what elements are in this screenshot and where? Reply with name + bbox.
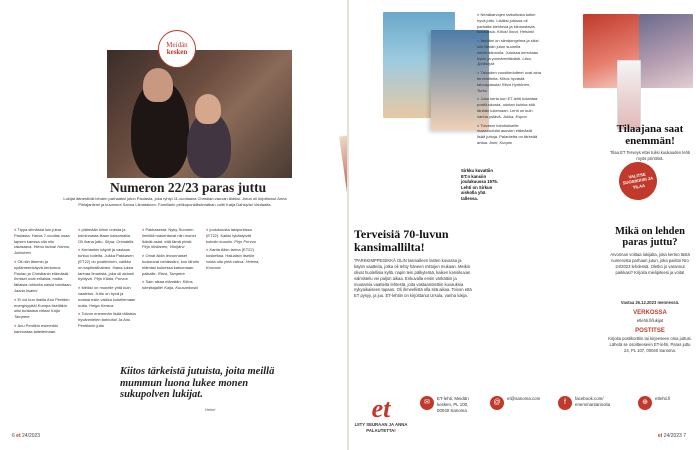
right-page: [349, 0, 696, 450]
letter-signature: Kaija Tampere: [14, 308, 60, 320]
subscribe-title: Tilaajana saat enemmän!: [616, 123, 684, 147]
at-icon: @: [490, 396, 504, 410]
brand: et: [657, 433, 663, 439]
letter-text: Joka kerta kun ET-lehti kolahtaa postiluukusta, odotan kuinka sitä tänään lukemaan. Lehti on kuin vanha ystävä.: [477, 96, 538, 119]
letter-signature: Ritva, Tampere: [157, 270, 185, 276]
globe-icon: ⊕: [638, 396, 652, 410]
footer-facebook[interactable]: [558, 396, 628, 410]
bullet-icon: ×: [477, 122, 481, 128]
letter-text: Karita Aikin tarina (ET22) koskettaa. Haluaisin itsekin voida olla yhtä vahva.: [206, 247, 255, 264]
letter-text: Itselläni on silmäongelma ja siksi luin tämän jutun suurella mielenkiinnolla. Jutuissa kerrotaan hyvin ja ymmärrettävästi.: [477, 38, 539, 61]
right-letters-col: [477, 12, 541, 149]
issue: 24/2023: [22, 433, 41, 439]
email-text: et@sanoma.com: [507, 396, 541, 401]
bullet-icon: ×: [142, 227, 146, 232]
letter-text: Ei voi kun ihailla Anu Pentikin energisyyttä! Kumpa itselläkin olisi tuollaista virtaa!: [14, 296, 70, 314]
badge-line2: kesken: [166, 48, 188, 56]
facebook-icon: f: [558, 396, 572, 410]
letter-text: Anu Pentikin esimerkki kannustaa taiteilemaan.: [14, 322, 58, 334]
letter-item: [14, 323, 72, 335]
letter-item: [14, 259, 72, 294]
letter-text: Talouden vuositiedotteet ovat aina tervetulleita. Kiitos hyvästä talousjutusta!: [477, 70, 541, 87]
letter-signature: Anni, Kuopio: [489, 139, 512, 145]
pull-quote: Kiitos tärkeistä jutuista, joita meillä mummun luona lukee monen sukupolven lukijat.: [120, 366, 275, 401]
letter-text: joulukuusta lasipurkissa (ET22). Kaikki tykästyivät kolmiin kuusiin.: [206, 227, 252, 244]
bullet-icon: ×: [78, 285, 82, 291]
postitse-label: POSTITSE: [635, 328, 665, 334]
badge-line1: Meidän: [166, 41, 188, 49]
letter-text: Nenäkarvojen tarkoitusta tutkin hyvä juttu. Lisäksi jutussa oli parhaita kiehtovia ja kiinnostavia kuvauksia. Kiitos!: [477, 12, 536, 35]
product-bottle: [617, 60, 641, 130]
letter-signature: Kaija, Kuusankoski: [164, 285, 199, 291]
letter-item: [78, 285, 136, 308]
letter-signature: Pirjo Mollanen, Viinijärvi: [142, 244, 185, 250]
letter-text: Toivon enemmän lisää tällaisia hyvänmielen tarinoita! Ja Anu Pentikinin juttu: [78, 311, 136, 328]
letters-col-4: [206, 227, 264, 338]
postitse-body: Kirjoita postikorttiin tai kirjeeseen oma juttusi. Lähetä se osoitteeseen ET-lehti, Paras juttu 24, PL 107, 00040 Sanoma.: [608, 336, 692, 353]
page-number: 6: [12, 433, 15, 439]
poll-title: Mikä on lehden paras juttu?: [614, 226, 685, 249]
letter-item: [477, 96, 541, 119]
stamp-text: VALITSE SUOSIKKISI JA TILAA: [622, 171, 654, 190]
bullet-icon: ×: [206, 247, 210, 253]
pull-quote-signature: Helmi: [205, 407, 216, 412]
sidebar-caption: Sirkku kuvattiin ET:n kansiin joulukuussa 1975. Lehti on Sirkun aiskolla yhä tallessa.: [461, 168, 499, 201]
letters-col-3: [142, 227, 200, 338]
page-number: 7: [683, 433, 686, 439]
letter-item: [477, 12, 541, 35]
letter-text: Pakkasesta. Nyky-Suomen ilmiöitä masentavat niin monet ikävät asiat, että tämä piristi.: [142, 227, 196, 244]
letter-text: Meikki on monelle yhtä kuin vaatetus. Juttu on hyvä ja nostaa esiin vaikka kokeilemaan uutta.: [78, 285, 136, 308]
mail-icon: ✉: [420, 396, 434, 410]
letter-signature: Helena, Kouvola: [206, 258, 260, 270]
contact-footer: [352, 394, 690, 433]
bullet-icon: ×: [78, 311, 82, 317]
footer-logo-block: [352, 396, 410, 434]
footer-slogan: LIITY SEURAAN JA ANNA PALAUTETTA!: [354, 422, 408, 433]
footer-email[interactable]: [490, 396, 548, 410]
meidan-kesken-badge: [158, 30, 196, 68]
letter-item: [142, 227, 200, 250]
letter-item: [142, 279, 200, 291]
letter-item: [206, 247, 264, 270]
bullet-icon: ×: [206, 227, 210, 232]
bullet-icon: ×: [14, 296, 18, 302]
footer-address: [420, 396, 480, 414]
letter-item: [477, 70, 541, 93]
letter-signature: Jukka, Espoo: [502, 113, 527, 119]
letter-item: [14, 297, 72, 320]
letter-text: Sain aikaa elämään. Kiitos toimittajalle!: [142, 279, 193, 291]
address-text: ET-lehti, Meidän kesken, PL 100, 00040 Sanoma: [437, 396, 469, 413]
bullet-icon: ×: [477, 96, 481, 102]
letter-signature: Pirjo Porvoo: [234, 238, 257, 244]
letter-item: [477, 123, 541, 146]
letter-item: [477, 38, 541, 67]
letter-signature: Liisa, Jyväskylä: [477, 55, 532, 67]
letter-signature: Sirpa, Orimattila: [104, 238, 134, 244]
letter-text: pitämään kiinni unesta ja toiminnasta iltaan katsomatta. Oli ihana juttu.: [78, 227, 131, 244]
poll-body: Arvonnan voittaa lukijalta, joka kertoo tästä numerosta parhaan jutun, joka paistoi Nro 24/2023 lehdessä. Oletko jo varannut paikkasi? Kirjoita mielipiteesi ja voita!: [610, 252, 690, 275]
letter-item: [78, 247, 136, 282]
bullet-icon: ×: [78, 247, 82, 253]
letter-item: [14, 227, 72, 256]
left-page: [0, 0, 347, 450]
magazine-cover-4: [639, 14, 693, 88]
issue: 24/2023: [663, 433, 682, 439]
letter-signature: Helga Kerava: [89, 302, 114, 308]
verkossa-url[interactable]: etlehti.fi/lukijat: [636, 318, 664, 323]
bullet-icon: ×: [14, 322, 18, 328]
bullet-icon: ×: [477, 70, 481, 76]
subscribe-body: Tilaa ET Terveys ettei tulisi kuukauden lehti myös printtinä.: [610, 150, 690, 161]
letters-col-2: [78, 227, 136, 338]
brand: et: [16, 433, 21, 439]
letter-signature: Jaana Iisalmi: [14, 287, 38, 293]
facebook-text: facebook.com/ enemmantarinoita: [575, 396, 611, 407]
sub-body: “PARKKIMPPESIIKKÄ OLIN tasmalleen lasten kuvassa ja käytin vaatteita, jotka oli tehty häneen mittojen mukaan. Meikin olivat huolellisia kyllä, napin tein pälkyterää, kaiken kansikuvan valmistelu vei paljon aikaa. Enkuvalla ensin värkättiin ja muutamia vaatteita lehtestä, joita vastaanotettiin kuvauksia nykyaikaiseen tapaan. Oli ihmeellistä olla sitä aikaa. Toivon että ET pysyy, ja juu. ET-lehtiin on kirjoittanut Ursula, vanha lukija.: [354, 258, 472, 299]
bullet-icon: ×: [477, 38, 481, 44]
letter-text: Tippa silmässä luin jutua Paulasta. Harva 7-vuotias osaa lapsen kanssa olla niin rakastava. Hieno tarina!: [14, 227, 70, 250]
footer-web[interactable]: [638, 396, 688, 410]
bullet-icon: ×: [14, 258, 18, 264]
letter-signature: Ritva Hyötönen, Turku: [477, 81, 531, 93]
letter-text: Toiveeni toimitukselle: maaseudulla asuvien elämästä lisää juttuja. Palautetta on tärkeää antaa.: [477, 122, 538, 145]
letters-col-1: [14, 227, 72, 338]
bullet-icon: ×: [142, 279, 146, 285]
poll-deadline: Vastaa 26.12.2023 mennessä.: [620, 300, 680, 305]
subscribe-stamp: [616, 159, 660, 203]
feature-photo: [107, 50, 292, 178]
verkossa-label: VERKOSSA: [633, 310, 667, 316]
letter-item: [206, 227, 264, 244]
letter-signature: Ilona, Helsinki: [509, 29, 534, 35]
letter-signature: Pirjo Kiiala, Porvoo: [94, 276, 128, 282]
headline: Numeron 22/23 paras juttu: [110, 180, 267, 195]
letter-text: Omat äidin leivonnaiset tuoksuvat nenässäni, kun lähdin elämäsi kuluessa katsomaan paikalle.: [142, 253, 199, 276]
bullet-icon: ×: [78, 227, 82, 232]
letter-text: Oli niin lämmin ja sydämeenkäyvä kertomus Paulan ja Christianin elämästä. Ihmiset ovat erilaisia, mutta tällaisia rohkeita naisia tarvitaan.: [14, 258, 72, 288]
letters-columns: [14, 227, 264, 338]
right-folio: [658, 433, 686, 439]
sub-headline: Terveisiä 70-luvun kansimallilta!: [354, 227, 449, 254]
intro-text: Lukijat äänestivät lehden parhaaksi jutun Paulasta, joka ryhtyi 11-vuotiaana Christian-vauvan äidiksi. Jutun oli kirjoittanut Anna Pihlajaniemi ja kuvannut Sanna Liimatainen. Familiarin pelikuponkilisämatkan voitti Katja Dahlqvist Vantaalta.: [63, 196, 287, 207]
bullet-icon: ×: [477, 12, 481, 17]
left-folio: [12, 433, 40, 439]
letter-text: Kemankin käynti ja vastaus tuntuu todelta. Jukka Pakkasen (ET22) on positiivinen, valikko on kaptinalihainen. Ihana lukea tarinaa Ilmarista, joka oli aidosti hyötyvä.: [78, 247, 134, 282]
web-text: etlehti.fi: [655, 396, 671, 401]
letter-item: [142, 253, 200, 276]
bullet-icon: ×: [142, 253, 146, 259]
letter-item: [78, 227, 136, 244]
letter-item: [78, 311, 136, 328]
letter-signature: Hannu, Jokioinen: [14, 244, 71, 256]
et-logo: et: [371, 394, 391, 423]
bullet-icon: ×: [14, 227, 18, 232]
